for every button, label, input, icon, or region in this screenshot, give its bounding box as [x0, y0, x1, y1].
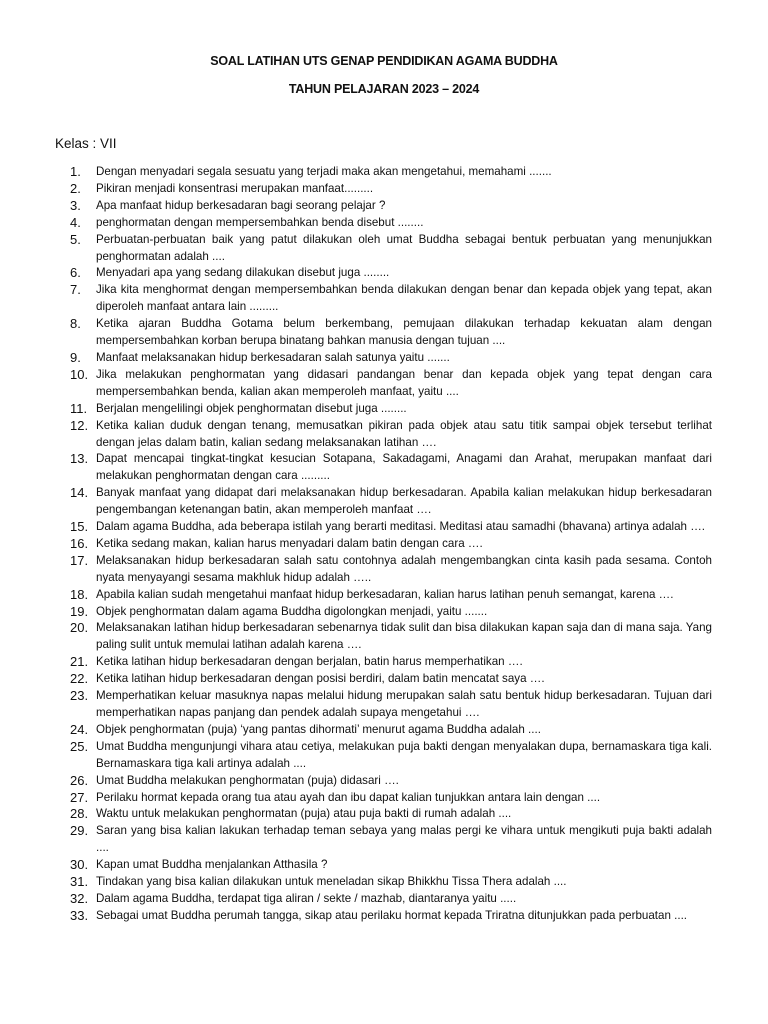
- question-item: [0, 823, 768, 857]
- question-number: 15.: [70, 519, 89, 535]
- question-number: 18.: [70, 586, 89, 602]
- question-item: [0, 418, 768, 452]
- question-number: 29.: [70, 823, 89, 839]
- question-number: 4.: [70, 214, 81, 230]
- question-number: 21.: [70, 654, 89, 670]
- question-item: [0, 891, 768, 908]
- document-title: SOAL LATIHAN UTS GENAP PENDIDIKAN AGAMA BUDDHA: [210, 54, 558, 68]
- question-text: Umat Buddha mengunjungi vihara atau cetiya, melakukan puja bakti dengan menyalakan dupa, bernamaskara tiga kali. Bernamaskara tiga kali artinya adalah ....: [96, 739, 712, 770]
- question-text: Jika melakukan penghormatan yang didasari pandangan benar dan kepada objek yang tepat dengan cara mempersembahkan benda, kalian akan memperoleh manfaat, yaitu ....: [96, 367, 712, 398]
- question-item: [0, 688, 768, 722]
- question-number: 26.: [70, 772, 89, 788]
- question-number: 16.: [70, 535, 89, 551]
- question-item: [0, 451, 768, 485]
- question-number: 33.: [70, 907, 89, 923]
- question-text: Ketika sedang makan, kalian harus menyadari dalam batin dengan cara ….: [96, 536, 483, 550]
- question-text: Perbuatan-perbuatan baik yang patut dilakukan oleh umat Buddha sebagai bentuk perbuatan yang menunjukkan penghormatan adalah ....: [96, 232, 712, 263]
- question-item: [0, 908, 768, 925]
- question-number: 7.: [70, 282, 81, 298]
- question-number: 28.: [70, 806, 89, 822]
- question-text: Dengan menyadari segala sesuatu yang terjadi maka akan mengetahui, memahami .......: [96, 165, 552, 178]
- question-item: [0, 367, 768, 401]
- question-list: [0, 164, 768, 925]
- question-number: 24.: [70, 721, 89, 737]
- question-text: Memperhatikan keluar masuknya napas melalui hidung merupakan salah satu bentuk hidup berkesadaran. Tujuan dari memperhatikan napas panjang dan pendek adalah supaya mengetahui ….: [96, 689, 712, 719]
- question-number: 19.: [70, 603, 89, 619]
- question-number: 12.: [70, 417, 89, 433]
- question-number: 30.: [70, 857, 89, 873]
- question-number: 23.: [70, 688, 89, 704]
- question-text: Umat Buddha melakukan penghormatan (puja) didasari ….: [96, 773, 399, 787]
- question-item: [0, 282, 768, 316]
- document-subtitle: TAHUN PELAJARAN 2023 – 2024: [288, 82, 480, 96]
- class-label: Kelas : VII: [55, 136, 117, 151]
- question-number: 1.: [70, 164, 81, 179]
- question-item: [0, 265, 768, 282]
- question-text: Banyak manfaat yang didapat dari melaksanakan hidup berkesadaran. Apabila kalian melakukan hidup berkesadaran pengembangan ketenangan batin, akan memperoleh manfaat ….: [96, 486, 712, 517]
- question-text: Sebagai umat Buddha perumah tangga, sikap atau perilaku hormat kepada Triratna ditunjukkan pada perbuatan ....: [96, 908, 688, 922]
- question-text: Jika kita menghormat dengan mempersembahkan benda dilakukan dengan benar dan kepada objek yang tepat, akan diperoleh manfaat antara lain .........: [96, 283, 712, 314]
- question-item: [0, 806, 768, 823]
- question-item: [0, 519, 768, 536]
- question-number: 14.: [70, 485, 89, 501]
- question-text: Ketika latihan hidup berkesadaran dengan posisi berdiri, dalam batin mencatat saya ….: [96, 672, 545, 686]
- question-item: [0, 654, 768, 671]
- question-item: [0, 620, 768, 654]
- question-item: [0, 739, 768, 773]
- question-text: penghormatan dengan mempersembahkan benda disebut ........: [96, 215, 424, 229]
- question-item: [0, 773, 768, 790]
- question-item: [0, 350, 768, 367]
- question-item: [0, 215, 768, 232]
- question-number: 25.: [70, 738, 89, 754]
- question-number: 8.: [70, 316, 81, 332]
- question-item: [0, 485, 768, 519]
- question-number: 31.: [70, 874, 89, 890]
- question-text: Dalam agama Buddha, terdapat tiga aliran / sekte / mazhab, diantaranya yaitu .....: [96, 891, 517, 905]
- question-text: Ketika kalian duduk dengan tenang, memusatkan pikiran pada objek atau satu titik sampai objek tersebut terlihat dengan jelas dalam batin, kalian sedang melaksanakan latihan ….: [96, 418, 712, 449]
- question-item: [0, 671, 768, 688]
- question-number: 10.: [70, 366, 89, 382]
- question-item: [0, 790, 768, 807]
- question-number: 5.: [70, 231, 81, 247]
- question-number: 27.: [70, 789, 89, 805]
- question-item: [0, 874, 768, 891]
- question-text: Tindakan yang bisa kalian dilakukan untuk meneladan sikap Bhikkhu Tissa Thera adalah ....: [96, 875, 567, 889]
- question-text: Berjalan mengelilingi objek penghormatan disebut juga ........: [96, 401, 407, 415]
- question-text: Kapan umat Buddha menjalankan Atthasila ?: [96, 858, 328, 872]
- question-text: Dapat mencapai tingkat-tingkat kesucian Sotapana, Sakadagami, Anagami dan Arahat, merupakan manfaat dari melakukan penghormatan dengan cara .........: [96, 452, 712, 483]
- question-item: [0, 316, 768, 350]
- question-text: Perilaku hormat kepada orang tua atau ayah dan ibu dapat kalian tunjukkan antara lain dengan ....: [96, 790, 601, 804]
- question-item: [0, 857, 768, 874]
- question-text: Melaksanakan hidup berkesadaran salah satu contohnya adalah mengembangkan cinta kasih pada sesama. Contoh nyata menyayangi sesama makhluk hidup adalah …..: [96, 553, 712, 584]
- question-item: [0, 587, 768, 604]
- question-text: Objek penghormatan dalam agama Buddha digolongkan menjadi, yaitu .......: [96, 604, 488, 618]
- question-text: Apabila kalian sudah mengetahui manfaat hidup berkesadaran, kalian harus latihan penuh semangat, karena ….: [96, 587, 674, 601]
- question-text: Ketika ajaran Buddha Gotama belum berkembang, pemujaan dilakukan terhadap kekuatan alam dengan mempersembahkan korban berupa binatang bahkan manusia dengan tujuan ....: [96, 317, 712, 348]
- question-number: 32.: [70, 890, 89, 906]
- question-number: 6.: [70, 265, 81, 281]
- question-item: [0, 232, 768, 266]
- question-item: [0, 181, 768, 198]
- question-item: [0, 722, 768, 739]
- question-text: Waktu untuk melakukan penghormatan (puja) atau puja bakti di rumah adalah ....: [96, 807, 512, 821]
- question-item: [0, 536, 768, 553]
- question-number: 17.: [70, 552, 89, 568]
- question-number: 13.: [70, 451, 89, 467]
- question-item: [0, 401, 768, 418]
- question-text: Apa manfaat hidup berkesadaran bagi seorang pelajar ?: [96, 198, 386, 212]
- question-item: [0, 553, 768, 587]
- question-text: Dalam agama Buddha, ada beberapa istilah yang berarti meditasi. Meditasi atau samadhi (bhavana) artinya adalah ….: [96, 520, 706, 534]
- question-text: Menyadari apa yang sedang dilakukan disebut juga ........: [96, 266, 390, 280]
- question-number: 22.: [70, 671, 89, 687]
- question-number: 20.: [70, 620, 89, 636]
- question-text: Melaksanakan latihan hidup berkesadaran sebenarnya tidak sulit dan bisa dilakukan kapan saja dan di mana saja. Yang paling sulit untuk memulai latihan adalah karena ….: [96, 621, 712, 652]
- question-number: 2.: [70, 180, 81, 196]
- question-number: 3.: [70, 197, 81, 213]
- question-text: Objek penghormatan (puja) ‘yang pantas dihormati’ menurut agama Buddha adalah ....: [96, 722, 541, 736]
- question-number: 11.: [70, 400, 88, 416]
- question-item: [0, 604, 768, 621]
- question-number: 9.: [70, 349, 81, 365]
- question-text: Saran yang bisa kalian lakukan terhadap teman sebaya yang malas pergi ke vihara untuk mengikuti puja bakti adalah ....: [96, 824, 712, 855]
- question-item: [0, 198, 768, 215]
- question-text: Manfaat melaksanakan hidup berkesadaran salah satunya yaitu .......: [96, 350, 450, 364]
- question-item: [0, 164, 768, 181]
- question-text: Ketika latihan hidup berkesadaran dengan berjalan, batin harus memperhatikan ….: [96, 655, 523, 669]
- question-text: Pikiran menjadi konsentrasi merupakan manfaat.........: [96, 181, 374, 195]
